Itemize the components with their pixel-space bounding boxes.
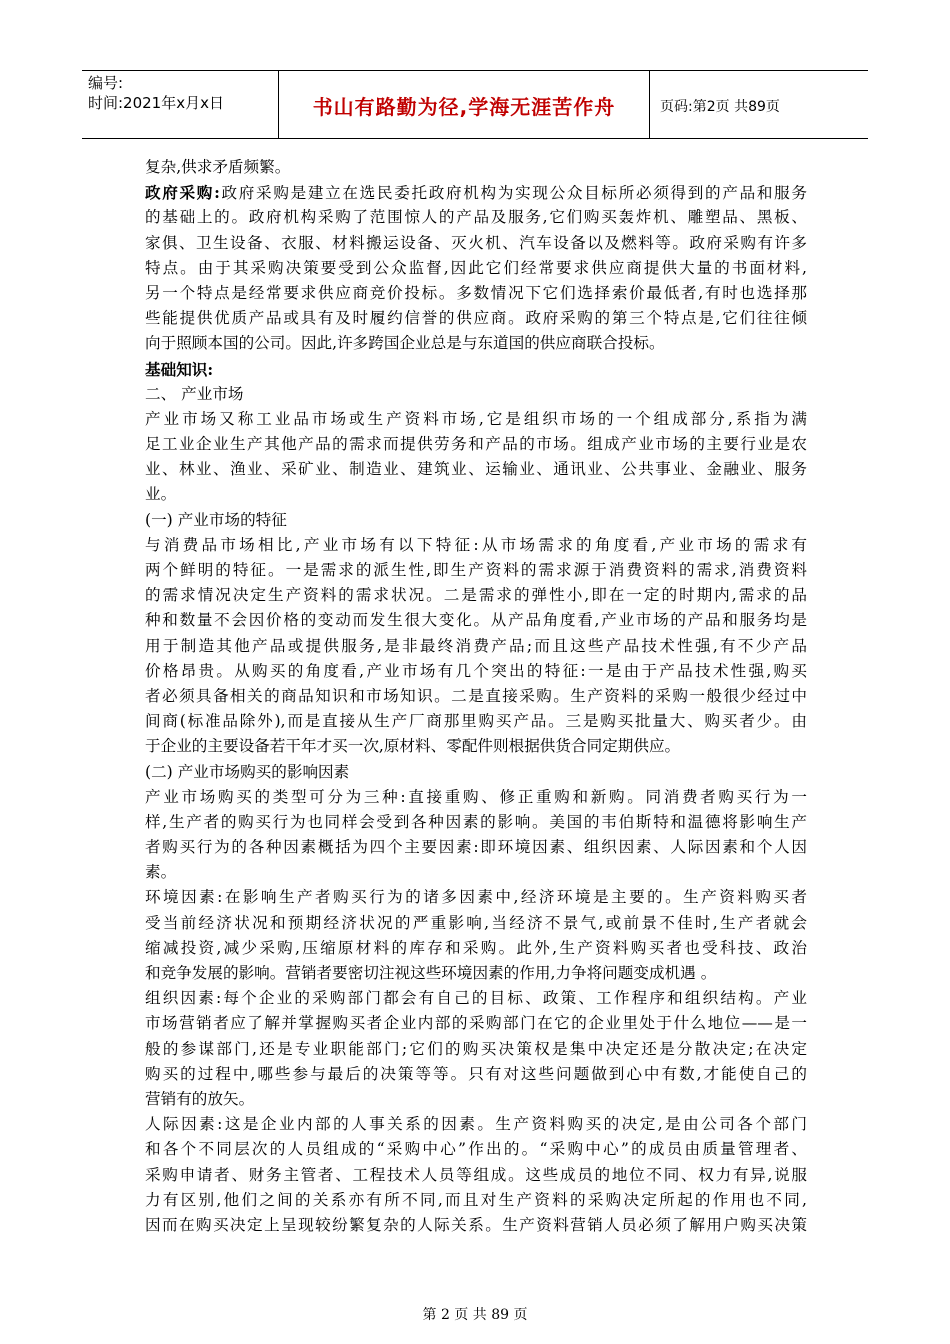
text-line	[145, 911, 807, 936]
line-text: 于企业的主要设备若干年才买一次,原材料、零配件则根据供货合同定期供应。	[145, 737, 681, 756]
line-text: 业。	[145, 485, 177, 504]
text-line	[145, 785, 807, 810]
line-text: 产业市场购买的类型可分为三种:直接重购、修正重购和新购。同消费者购买行为一	[145, 787, 807, 806]
text-line	[145, 432, 807, 457]
line-text: 和竞争发展的影响。营销者要密切注视这些环境因素的作用,力争将问题变成机遇 。	[145, 964, 717, 982]
line-text: 另一个特点是经常要求供应商竞价投标。多数情况下它们选择索价最低者,有时也选择那	[145, 283, 807, 302]
line-text: 政府采购是建立在选民委托政府机构为实现公众目标所必须得到的产品和服务	[219, 184, 807, 203]
line-text: 缩减投资,减少采购,压缩原材料的库存和采购。此外,生产资料购买者也受科技、政治	[145, 938, 807, 957]
text-line	[145, 407, 807, 432]
text-line	[145, 331, 807, 356]
line-text: 间商(标准品除外),而是直接从生产厂商那里购买产品。三是购买批量大、购买者少。由	[145, 712, 807, 731]
line-text: 素。	[145, 863, 177, 882]
text-line	[145, 936, 807, 961]
line-text: 业、林业、渔业、采矿业、制造业、建筑业、运输业、通讯业、公共事业、金融业、服务	[145, 460, 807, 479]
text-line	[145, 835, 807, 860]
document-date-label: 时间:2021年x月x日	[88, 94, 224, 112]
line-text: 向于照顾本国的公司。因此,许多跨国企业总是与东道国的供应商联合投标。	[145, 334, 665, 353]
header-page-info: 页码:第2页 共89页	[660, 99, 780, 115]
line-text: 市场营销者应了解并掌握购买者企业内部的采购部门在它的企业里处于什么地位——是一	[145, 1014, 807, 1033]
text-line	[145, 885, 807, 910]
page-header	[82, 70, 868, 139]
line-text: 价格昂贵。从购买的角度看,产业市场有几个突出的特征:一是由于产品技术性强,购买	[145, 661, 807, 680]
line-text: 购买的过程中,哪些参与最后的决策等等。只有对这些问题做到心中有数,才能使自己的	[145, 1064, 807, 1083]
text-line	[145, 810, 807, 835]
text-line	[145, 760, 807, 785]
line-text: 样,生产者的购买行为也同样会受到各种因素的影响。美国的韦伯斯特和温德将影响生产	[145, 812, 807, 831]
line-text: 足工业企业生产其他产品的需求而提供劳务和产品的市场。组成产业市场的主要行业是农	[145, 435, 807, 454]
text-line	[145, 709, 807, 734]
page-footer: 第 2 页 共 89 页	[422, 1307, 528, 1323]
line-text: 力有区别,他们之间的关系亦有所不同,而且对生产资料的采购决定所起的作用也不同,	[145, 1190, 807, 1209]
text-line	[145, 357, 807, 382]
text-line	[145, 986, 807, 1011]
line-text: 复杂,供求矛盾频繁。	[145, 158, 291, 176]
header-motto: 书山有路勤为径,学海无涯苦作舟	[312, 95, 616, 119]
line-text: 家俱、卫生设备、衣服、材料搬运设备、灭火机、汽车设备以及燃料等。政府采购有许多	[145, 233, 807, 252]
text-line	[145, 1062, 807, 1087]
text-line	[145, 205, 807, 230]
line-text: 与消费品市场相比,产业市场有以下特征:从市场需求的角度看,产业市场的需求有	[145, 535, 807, 554]
text-line	[145, 734, 807, 759]
line-text: 人际因素:这是企业内部的人事关系的因素。生产资料购买的决定,是由公司各个部门	[145, 1115, 807, 1134]
text-line	[145, 281, 807, 306]
text-line	[145, 1037, 807, 1062]
text-line	[145, 256, 807, 281]
text-line	[145, 533, 807, 558]
line-text: 二、 产业市场	[145, 384, 244, 403]
text-line	[145, 508, 807, 533]
text-line	[145, 1137, 807, 1162]
line-text: 的基础上的。政府机构采购了范围惊人的产品及服务,它们购买轰炸机、雕塑品、黑板、	[145, 208, 807, 227]
line-text: 基础知识:	[145, 359, 214, 379]
text-line	[145, 382, 807, 407]
line-text: 产业市场又称工业品市场或生产资料市场,它是组织市场的一个组成部分,系指为满	[145, 409, 807, 428]
text-line	[145, 860, 807, 885]
line-text: (一) 产业市场的特征	[145, 510, 287, 529]
line-text: 般的参谋部门,还是专业职能部门;它们的购买决策权是集中决定还是分散决定;在决定	[145, 1039, 807, 1058]
header-motto-cell	[278, 71, 650, 138]
text-line	[145, 961, 807, 986]
text-line	[145, 634, 807, 659]
text-line	[145, 306, 807, 331]
line-text: 和各个不同层次的人员组成的“采购中心”作出的。“采购中心”的成员由质量管理者、	[145, 1140, 807, 1159]
text-line	[145, 558, 807, 583]
text-line	[145, 1112, 807, 1137]
text-line	[145, 231, 807, 256]
line-text: 受当前经济状况和预期经济状况的严重影响,当经济不景气,或前景不佳时,生产者就会	[145, 913, 807, 932]
line-text: 者购买行为的各种因素概括为四个主要因素:即环境因素、组织因素、人际因素和个人因	[145, 838, 807, 857]
line-text: 因而在购买决定上呈现较纷繁复杂的人际关系。生产资料营销人员必须了解用户购买决策	[145, 1215, 807, 1234]
header-left-cell	[82, 71, 278, 138]
text-line	[145, 155, 807, 180]
line-text: 些能提供优质产品或具有及时履约信誉的供应商。政府采购的第三个特点是,它们往往倾	[145, 309, 807, 328]
text-line	[145, 1011, 807, 1036]
line-text: 环境因素:在影响生产者购买行为的诸多因素中,经济环境是主要的。生产资料购买者	[145, 888, 807, 907]
line-text: 两个鲜明的特征。一是需求的派生性,即生产资料的需求源于消费资料的需求,消费资料	[145, 561, 807, 579]
header-page-cell	[648, 71, 868, 138]
line-text: (二) 产业市场购买的影响因素	[145, 762, 350, 781]
text-line	[145, 659, 807, 684]
line-text: 的需求情况决定生产资料的需求状况。二是需求的弹性小,即在一定的时期内,需求的品	[145, 586, 807, 605]
section-label: 政府采购:	[145, 183, 220, 203]
text-line	[145, 1087, 807, 1112]
document-body	[145, 155, 807, 1238]
text-line	[145, 684, 807, 709]
text-line	[145, 180, 807, 205]
text-line	[145, 482, 807, 507]
line-text: 采购申请者、财务主管者、工程技术人员等组成。这些成员的地位不同、权力有异,说服	[145, 1165, 807, 1184]
line-text: 者必须具备相关的商品知识和市场知识。二是直接采购。生产资料的采购一般很少经过中	[145, 686, 807, 705]
line-text: 特点。由于其采购决策要受到公众监督,因此它们经常要求供应商提供大量的书面材料,	[145, 258, 807, 277]
line-text: 用于制造其他产品或提供服务,是非最终消费产品;而且这些产品技术性强,有不少产品	[145, 636, 807, 655]
line-text: 组织因素:每个企业的采购部门都会有自己的目标、政策、工作程序和组织结构。产业	[145, 989, 807, 1008]
text-line	[145, 1163, 807, 1188]
line-text: 种和数量不会因价格的变动而发生很大变化。从产品角度看,产业市场的产品和服务均是	[145, 611, 807, 630]
text-line	[145, 457, 807, 482]
text-line	[145, 608, 807, 633]
line-text: 营销有的放矢。	[145, 1089, 255, 1108]
text-line	[145, 1213, 807, 1238]
text-line	[145, 1188, 807, 1213]
document-number-label: 编号:	[88, 74, 124, 92]
text-line	[145, 583, 807, 608]
